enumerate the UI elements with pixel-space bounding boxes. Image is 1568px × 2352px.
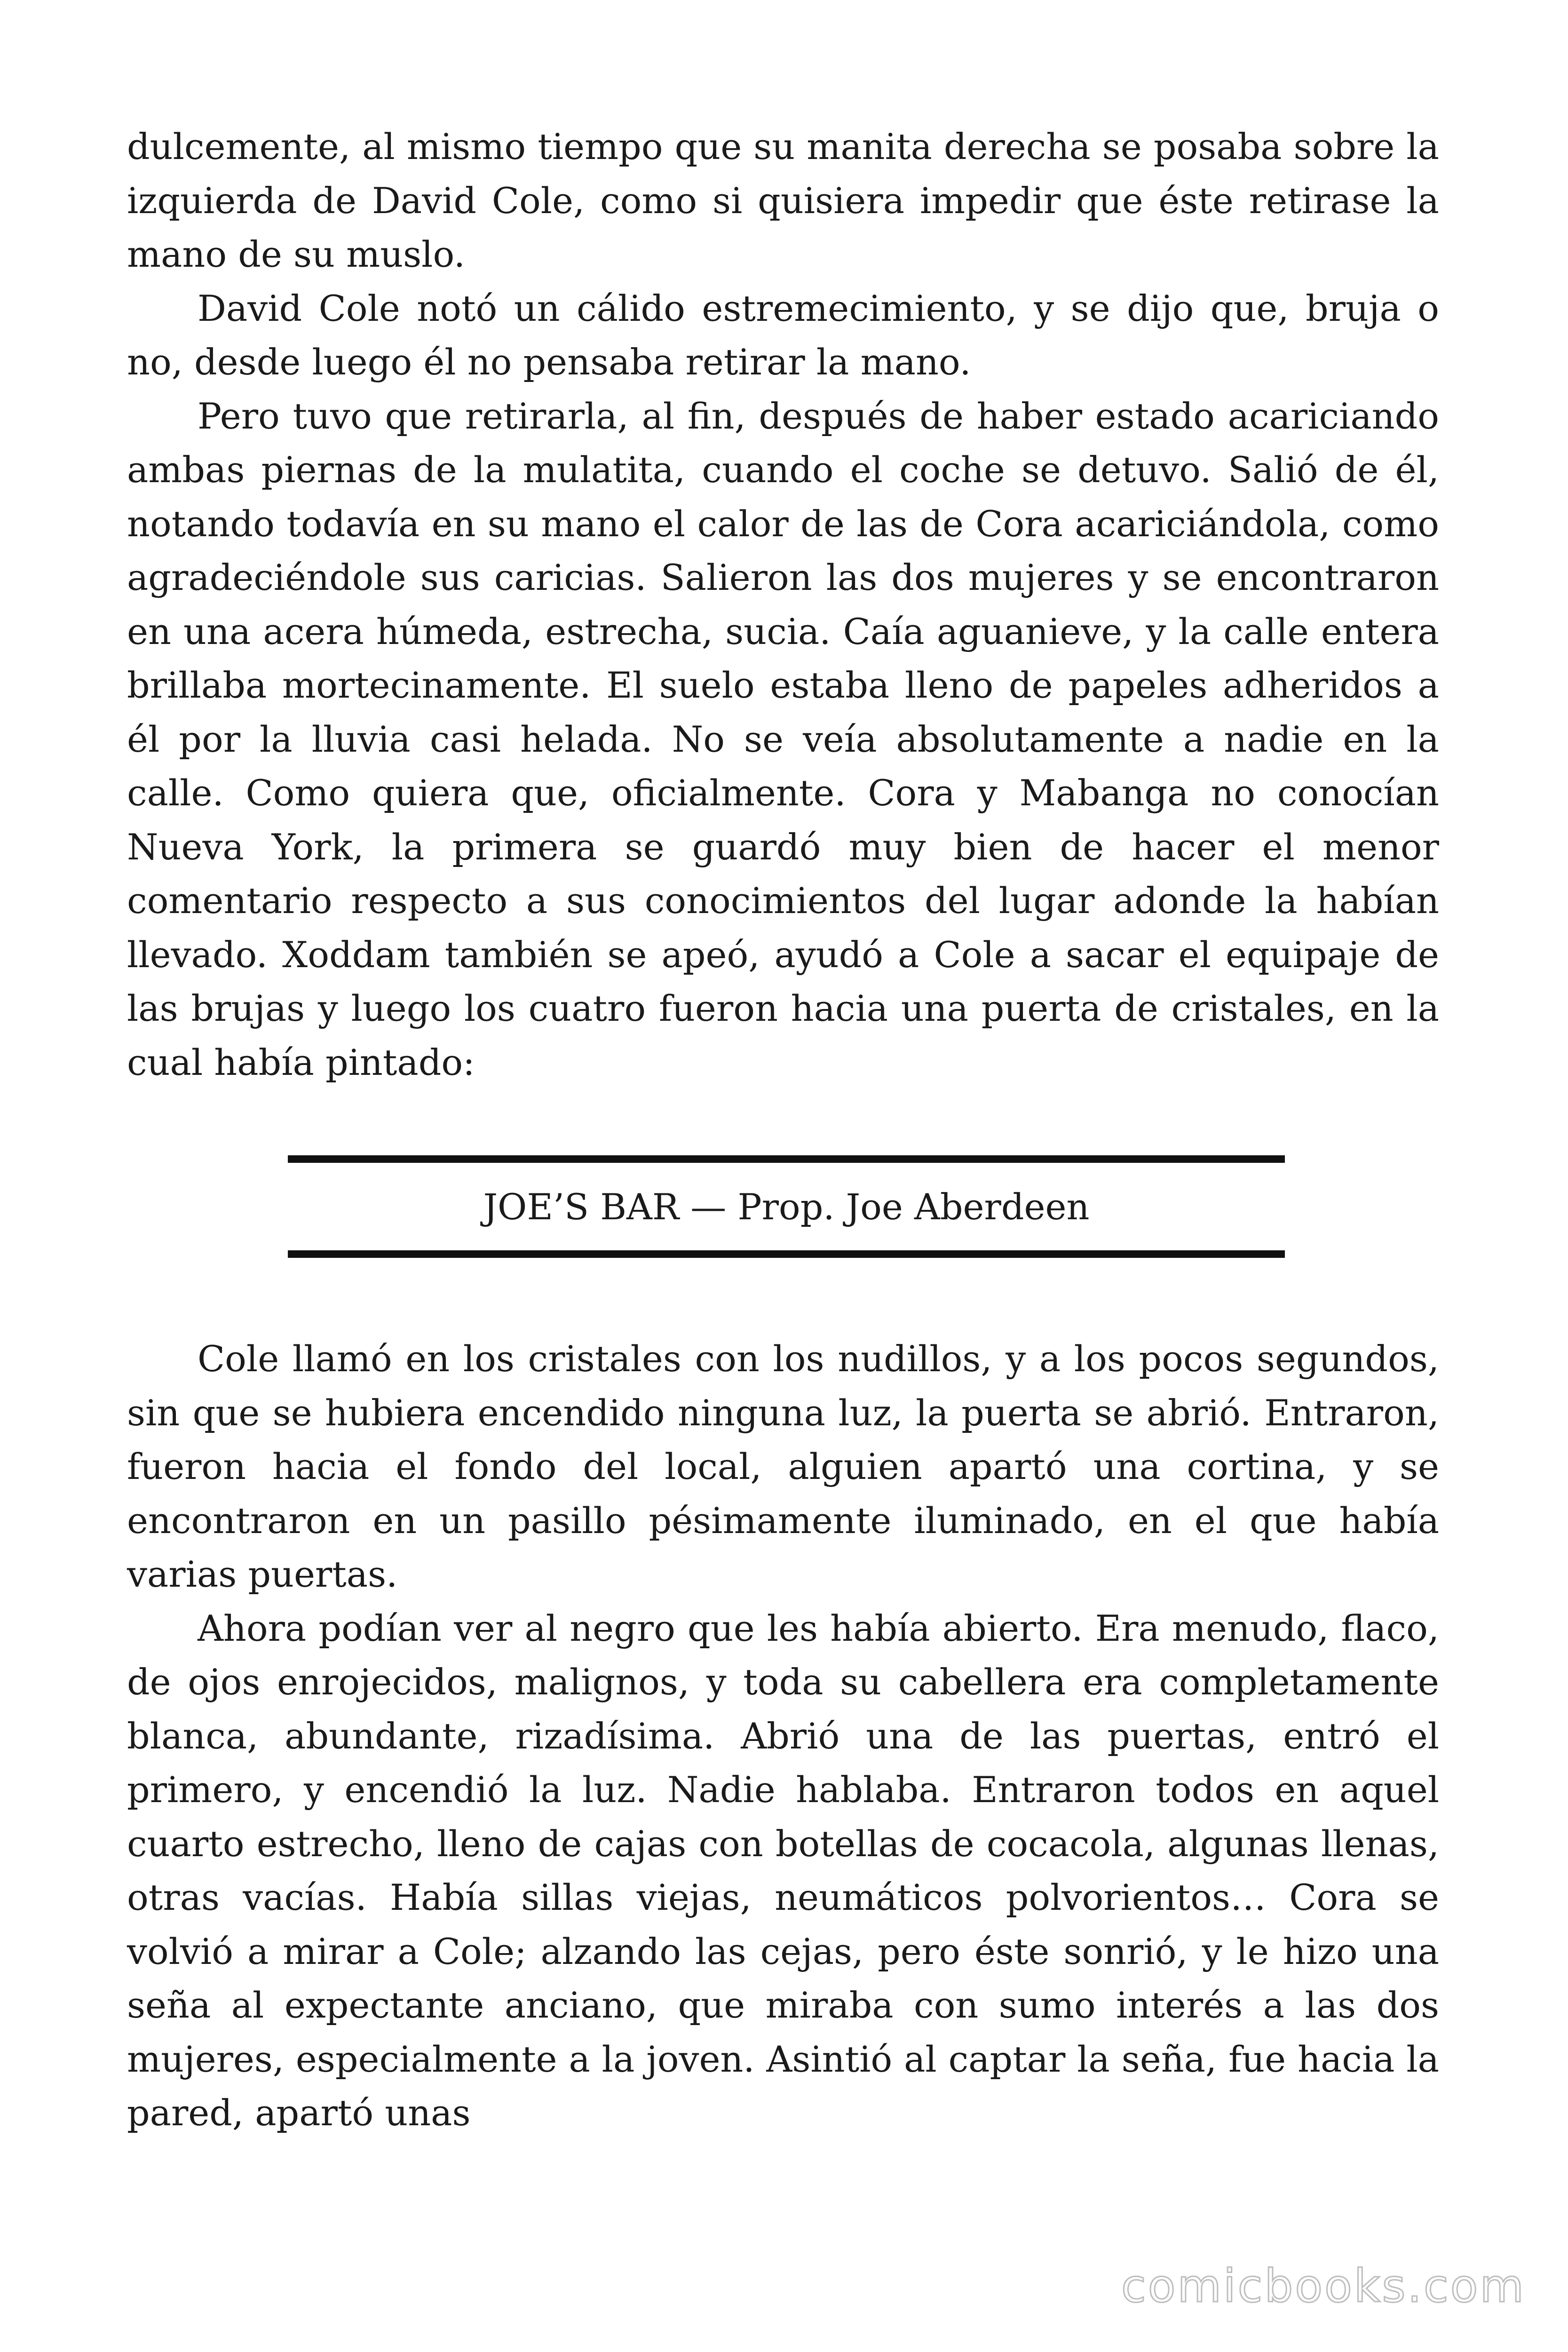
book-page [127, 120, 1439, 2140]
paragraph: Pero tuvo que retirarla, al fin, después de haber estado acariciando ambas piernas de la mulatita, cuando el coche se detuvo. Salió de él, notando todavía en su mano el calor de las de Cora acariciándola, como agradeciéndole sus caricias. Salieron las dos mujeres y se encontraron en una acera húmeda, estrecha, sucia. Caía aguanieve, y la calle entera brillaba mortecinamente. El suelo estaba lleno de papeles adheridos a él por la lluvia casi helada. No se veía absolutamente a nadie en la calle. Como quiera que, oficialmente. Cora y Mabanga no conocían Nueva York, la primera se guardó muy bien de hacer el menor comentario respecto a sus conocimientos del lugar adonde la habían llevado. Xoddam también se apeó, ayudó a Cole a sacar el equipaje de las brujas y luego los cuatro fueron hacia una puerta de cristales, en la cual había pintado: [127, 395, 1439, 1083]
paragraph-continuation: dulcemente, al mismo tiempo que su manita derecha se posaba sobre la izquierda de David Cole, como si quisiera impedir que éste retirase la mano de su muslo. [127, 126, 1439, 275]
watermark: comicbooks.com [1121, 2260, 1526, 2312]
bar-sign: JOE’S BAR — Prop. Joe Aberdeen [288, 1155, 1285, 1258]
paragraph: Cole llamó en los cristales con los nudillos, y a los pocos segundos, sin que se hubiera encendido ninguna luz, la puerta se abrió. Entraron, fueron hacia el fondo del local, alguien apartó una cortina, y se encontraron en un pasillo pésimamente iluminado, en el que había varias puertas. [127, 1338, 1439, 1595]
paragraph: David Cole notó un cálido estremecimiento, y se dijo que, bruja o no, desde luego él no pensaba retirar la mano. [127, 287, 1439, 383]
paragraph: Ahora podían ver al negro que les había abierto. Era menudo, flaco, de ojos enrojecidos, malignos, y toda su cabellera era completamente blanca, abundante, rizadísima. Abrió una de las puertas, entró el primero, y encendió la luz. Nadie hablaba. Entraron todos en aquel cuarto estrecho, lleno de cajas con botellas de cocacola, algunas llenas, otras vacías. Había sillas viejas, neumáticos polvorientos… Cora se volvió a mirar a Cole; alzando las cejas, pero éste sonrió, y le hizo una seña al expectante anciano, que miraba con sumo interés a las dos mujeres, especialmente a la joven. Asintió al captar la seña, fue hacia la pared, apartó unas [127, 1607, 1439, 2134]
